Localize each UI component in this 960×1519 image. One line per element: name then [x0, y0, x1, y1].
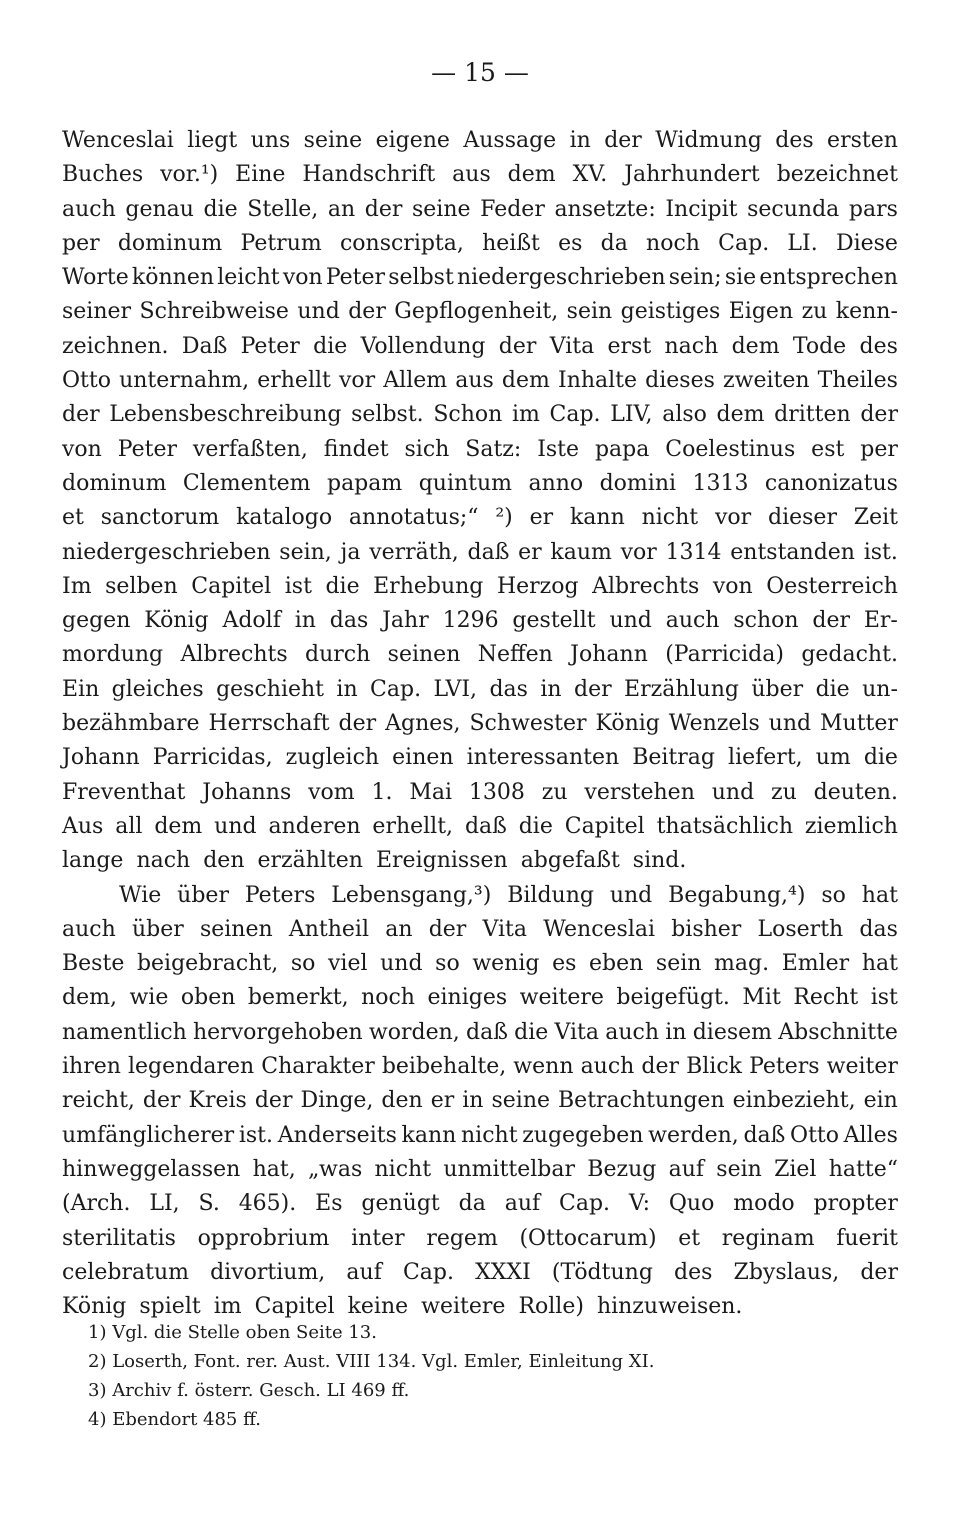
footnote: 4) Ebendort 485 ff. [88, 1409, 261, 1430]
text-line: mordung Albrechts durch seinen Neffen Johann (Parricida) gedacht. [62, 642, 898, 668]
text-line: bezähmbare Herrschaft der Agnes, Schwester König Wenzels und Mutter [62, 711, 898, 737]
text-line: sterilitatis opprobrium inter regem (Ottocarum) et reginam fuerit [62, 1225, 898, 1251]
footnote: 3) Archiv f. österr. Gesch. LI 469 ff. [88, 1380, 410, 1401]
text-line: (Arch. LI, S. 465). Es genügt da auf Cap. V: Quo modo propter [62, 1191, 898, 1217]
text-line: Buches vor.¹) Eine Handschrift aus dem XV. Jahrhundert bezeichnet [62, 162, 898, 188]
text-line: Aus all dem und anderen erhellt, daß die Capitel thatsächlich ziemlich [62, 813, 898, 839]
text-line: ihren legendaren Charakter beibehalte, wenn auch der Blick Peters weiter [62, 1054, 898, 1080]
text-line: Freventhat Johanns vom 1. Mai 1308 zu verstehen und zu deuten. [62, 779, 898, 805]
text-line: hinweggelassen hat, „was nicht unmittelbar Bezug auf sein Ziel hatte“ [62, 1156, 898, 1182]
text-line: König spielt im Capitel keine weitere Rolle) hinzuweisen. [62, 1294, 743, 1320]
text-line: reicht, der Kreis der Dinge, den er in seine Betrachtungen einbezieht, ein [62, 1088, 898, 1114]
footnote: 1) Vgl. die Stelle oben Seite 13. [88, 1322, 377, 1343]
text-line: Johann Parricidas, zugleich einen interessanten Beitrag liefert, um die [62, 745, 898, 771]
text-line: Worte können leicht von Peter selbst niedergeschrieben sein; sie entsprechen [62, 265, 898, 291]
text-line: niedergeschrieben sein, ja verräth, daß er kaum vor 1314 entstanden ist. [62, 539, 898, 565]
text-line: umfänglicherer ist. Anderseits kann nicht zugegeben werden, daß Otto Alles [62, 1122, 898, 1148]
text-line: von Peter verfaßten, findet sich Satz: Iste papa Coelestinus est per [62, 436, 898, 462]
body-text [62, 124, 898, 1324]
text-line: Beste beigebracht, so viel und so wenig es eben sein mag. Emler hat [62, 951, 898, 977]
text-line: lange nach den erzählten Ereignissen abgefaßt sind. [62, 848, 687, 874]
text-line: zeichnen. Daß Peter die Vollendung der Vita erst nach dem Tode des [62, 333, 898, 359]
text-line: Otto unternahm, erhellt vor Allem aus dem Inhalte dieses zweiten Theiles [62, 368, 898, 394]
text-line: et sanctorum katalogo annotatus;“ ²) er kann nicht vor dieser Zeit [62, 505, 898, 531]
page-number: — 15 — [431, 58, 529, 87]
text-line: auch über seinen Antheil an der Vita Wenceslai bisher Loserth das [62, 916, 898, 942]
text-line: Ein gleiches geschieht in Cap. LVI, das in der Erzählung über die un- [62, 676, 898, 702]
text-line: gegen König Adolf in das Jahr 1296 gestellt und auch schon der Er- [62, 608, 898, 634]
text-line: Wenceslai liegt uns seine eigene Aussage in der Widmung des ersten [62, 128, 898, 153]
text-line: auch genau die Stelle, an der seine Feder ansetzte: Incipit secunda pars [62, 196, 898, 222]
text-line: der Lebensbeschreibung selbst. Schon im Cap. LIV, also dem dritten der [62, 402, 898, 428]
footnote: 2) Loserth, Font. rer. Aust. VIII 134. Vgl. Emler, Einleitung XI. [88, 1351, 655, 1372]
text-line: seiner Schreibweise und der Gepflogenheit, sein geistiges Eigen zu kenn- [62, 299, 898, 325]
text-line: dominum Clementem papam quintum anno domini 1313 canonizatus [62, 470, 898, 496]
text-line: per dominum Petrum conscripta, heißt es da noch Cap. LI. Diese [62, 230, 898, 256]
text-line: namentlich hervorgehoben worden, daß die Vita auch in diesem Abschnitte [62, 1019, 898, 1045]
text-line: celebratum divortium, auf Cap. XXXI (Tödtung des Zbyslaus, der [62, 1259, 898, 1285]
text-line: Im selben Capitel ist die Erhebung Herzog Albrechts von Oesterreich [62, 573, 898, 599]
footnotes [88, 1318, 898, 1434]
text-line: dem, wie oben bemerkt, noch einiges weitere beigefügt. Mit Recht ist [62, 985, 898, 1011]
text-line: Wie über Peters Lebensgang,³) Bildung und Begabung,⁴) so hat [119, 882, 898, 908]
